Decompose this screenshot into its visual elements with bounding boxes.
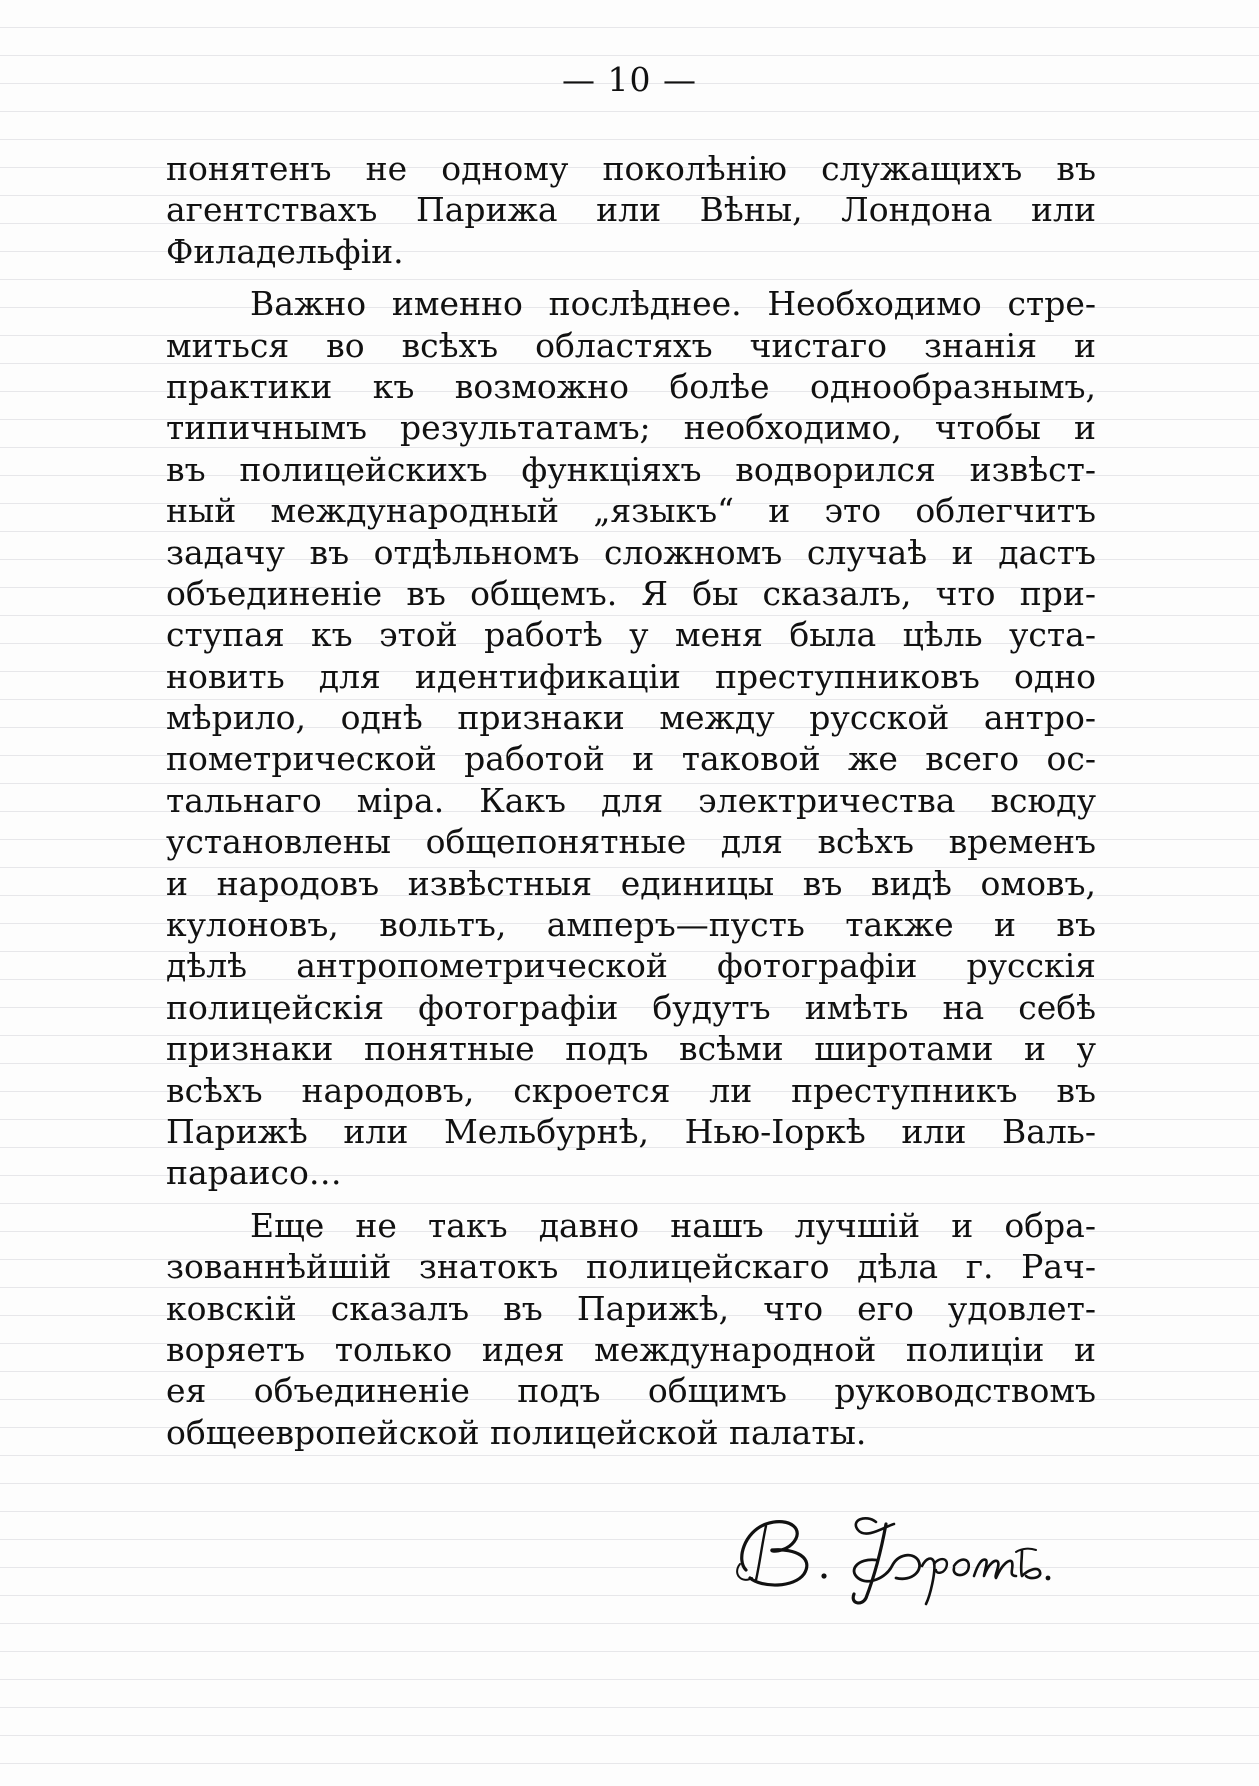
text-line: практики къ возможно болѣе однообразнымъ,: [166, 366, 1096, 406]
text-line: пометрической работой и таковой же всего ос-: [166, 739, 1096, 779]
text-line: и народовъ извѣстныя единицы въ видѣ омовъ,: [166, 863, 1096, 903]
text-line: общеевропейской полицейской палаты.: [166, 1412, 867, 1452]
text-line: ковскій сказалъ въ Парижѣ, что его удовлет-: [166, 1288, 1096, 1328]
text-line: задачу въ отдѣльномъ сложномъ случаѣ и дастъ: [166, 532, 1096, 572]
paragraph: [166, 148, 1096, 272]
text-line: зованнѣйшій знатокъ полицейскаго дѣла г. Рач-: [166, 1247, 1096, 1287]
signature: [726, 1500, 1066, 1610]
paragraph-gap: [166, 1194, 1096, 1205]
text-line: ея объединеніе подъ общимъ руководствомъ: [166, 1371, 1096, 1411]
text-line: въ полицейскихъ функціяхъ водворился извѣст-: [166, 449, 1096, 489]
text-line: ный международный „языкъ“ и это облегчитъ: [166, 491, 1096, 531]
paragraph: [166, 283, 1096, 1194]
page-number: — 10 —: [562, 60, 697, 99]
text-line: Филадельфіи.: [166, 231, 404, 271]
paragraph-gap: [166, 272, 1096, 283]
text-line: параисо…: [166, 1153, 342, 1193]
text-line: мѣрило, однѣ признаки между русской антро-: [166, 698, 1096, 738]
text-line: всѣхъ народовъ, скроется ли преступникъ въ: [166, 1070, 1096, 1110]
text-line: новить для идентификаціи преступниковъ одно: [166, 656, 1096, 696]
text-line: типичнымъ результатамъ; необходимо, чтобы и: [166, 408, 1096, 448]
signature-graphic: [726, 1500, 1066, 1610]
text-line: Еще не такъ давно нашъ лучшій и обра-: [250, 1205, 1096, 1245]
text-line: признаки понятные подъ всѣми широтами и у: [166, 1029, 1096, 1069]
text-line: ступая къ этой работѣ у меня была цѣль уста-: [166, 615, 1096, 655]
text-line: понятенъ не одному поколѣнію служащихъ въ: [166, 149, 1096, 188]
text-line: кулоновъ, вольтъ, амперъ—пусть также и въ: [166, 905, 1096, 945]
text-line: дѣлѣ антропометрической фотографіи русскія: [166, 946, 1096, 986]
text-line: полицейскія фотографіи будутъ имѣть на себѣ: [166, 987, 1096, 1027]
body-text: [166, 148, 1096, 1453]
paragraph: [166, 1205, 1096, 1453]
text-line: миться во всѣхъ областяхъ чистаго знанія и: [166, 325, 1096, 365]
text-line: тальнаго міра. Какъ для электричества всюду: [166, 780, 1096, 820]
text-line: воряетъ только идея международной полиціи и: [166, 1329, 1096, 1369]
text-line: агентствахъ Парижа или Вѣны, Лондона или: [166, 190, 1096, 230]
text-line: объединеніе въ общемъ. Я бы сказалъ, что при-: [166, 573, 1096, 613]
text-line: установлены общепонятные для всѣхъ временъ: [166, 822, 1096, 862]
text-line: Важно именно послѣднее. Необходимо стре-: [250, 284, 1096, 324]
text-line: Парижѣ или Мельбурнѣ, Нью-Іоркѣ или Валь-: [166, 1111, 1096, 1151]
